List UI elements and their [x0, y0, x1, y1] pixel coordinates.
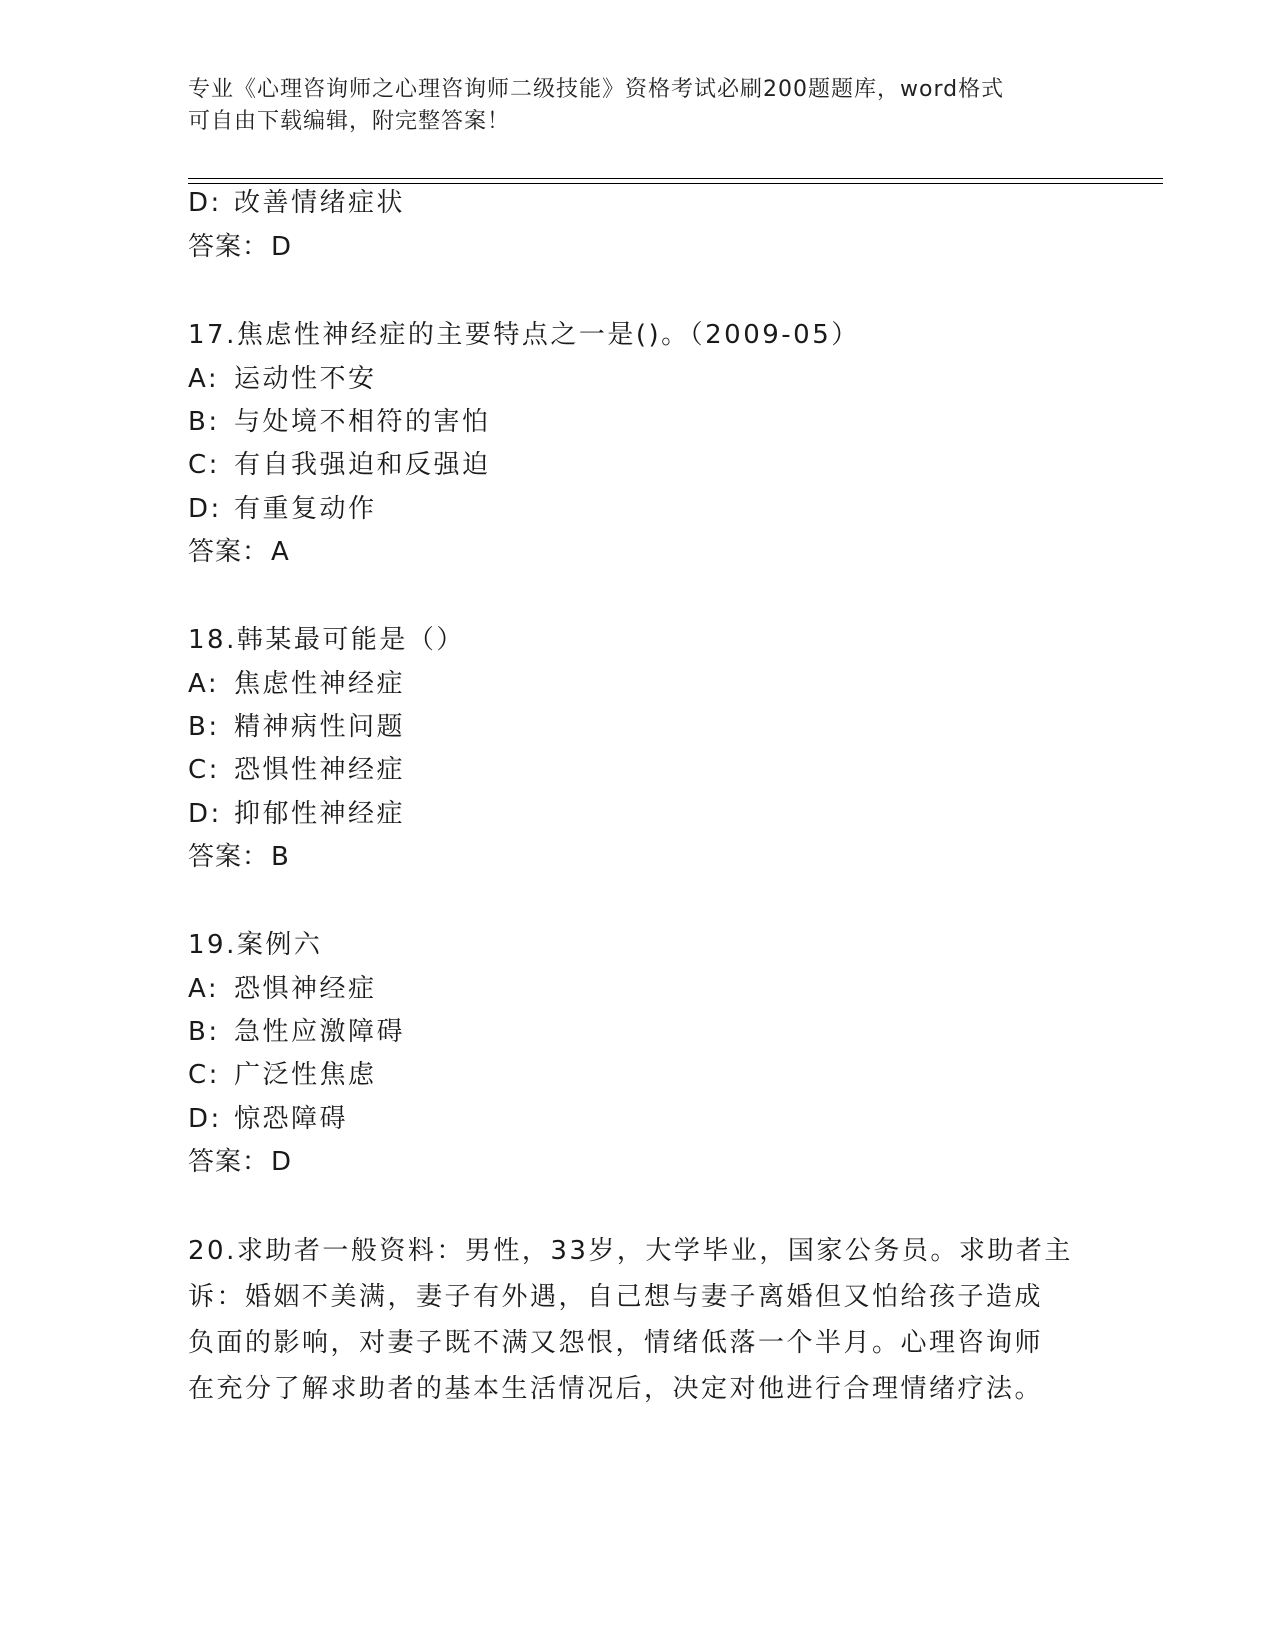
answer-value: A	[271, 537, 290, 567]
option-letter: B:	[188, 407, 220, 437]
option-text: 广泛性焦虑	[234, 1060, 377, 1090]
option-letter: B:	[188, 1017, 220, 1047]
q19-answer	[188, 1145, 292, 1179]
q20-line-2: 诉：婚姻不美满，妻子有外遇，自己想与妻子离婚但又怕给孩子造成	[188, 1282, 1044, 1312]
answer-label: 答案：	[188, 537, 270, 567]
document-header	[188, 74, 1068, 138]
option-letter: D:	[188, 799, 222, 829]
option-text: 恐惧性神经症	[234, 755, 406, 785]
q18-option-b	[188, 710, 405, 744]
header-divider-bottom	[188, 183, 1163, 184]
q18-answer	[188, 840, 290, 874]
q17-stem: 17.焦虑性神经症的主要特点之一是()。（2009-05）	[188, 320, 860, 350]
option-letter: A:	[188, 669, 220, 699]
answer-label: 答案：	[188, 232, 270, 262]
answer-value: D	[271, 1147, 293, 1177]
q18-option-d	[188, 797, 405, 831]
option-letter: C:	[188, 755, 220, 785]
q16-answer	[188, 230, 292, 264]
option-letter: C:	[188, 450, 220, 480]
option-letter: A:	[188, 364, 220, 394]
option-text: 有重复动作	[234, 494, 377, 524]
header-divider-top	[188, 178, 1163, 179]
option-letter: D:	[188, 188, 222, 218]
q17-option-b	[188, 405, 491, 439]
header-line-1: 专业《心理咨询师之心理咨询师二级技能》资格考试必刷200题题库，word格式	[188, 77, 1005, 102]
header-line-2: 可自由下载编辑，附完整答案！	[188, 109, 511, 134]
q18-stem: 18.韩某最可能是（）	[188, 625, 465, 655]
q18-option-a	[188, 667, 405, 701]
q19-option-c	[188, 1058, 377, 1092]
q16-option-d	[188, 186, 405, 220]
option-text: 改善情绪症状	[234, 188, 406, 218]
q17-option-d	[188, 492, 377, 526]
option-text: 精神病性问题	[234, 712, 406, 742]
option-text: 急性应激障碍	[234, 1017, 406, 1047]
q20-paragraph	[188, 1228, 1088, 1412]
option-text: 抑郁性神经症	[234, 799, 406, 829]
option-letter: C:	[188, 1060, 220, 1090]
option-text: 与处境不相符的害怕	[234, 407, 491, 437]
q20-line-4: 在充分了解求助者的基本生活情况后，决定对他进行合理情绪疗法。	[188, 1374, 1044, 1404]
q19-option-a	[188, 972, 377, 1006]
q20-line-3: 负面的影响，对妻子既不满又怨恨，情绪低落一个半月。心理咨询师	[188, 1328, 1044, 1358]
answer-value: D	[271, 232, 293, 262]
answer-label: 答案：	[188, 842, 270, 872]
option-letter: B:	[188, 712, 220, 742]
q19-option-b	[188, 1015, 405, 1049]
q17-option-c	[188, 448, 491, 482]
q17-option-a	[188, 362, 377, 396]
option-text: 惊恐障碍	[234, 1104, 349, 1134]
q17-answer	[188, 535, 290, 569]
option-text: 焦虑性神经症	[234, 669, 406, 699]
q18-option-c	[188, 753, 405, 787]
answer-label: 答案：	[188, 1147, 270, 1177]
answer-value: B	[271, 842, 290, 872]
option-letter: A:	[188, 974, 220, 1004]
q19-option-d	[188, 1102, 348, 1136]
option-text: 恐惧神经症	[234, 974, 377, 1004]
q20-line-1: 20.求助者一般资料：男性，33岁，大学毕业，国家公务员。求助者主	[188, 1236, 1073, 1266]
option-letter: D:	[188, 1104, 222, 1134]
option-text: 有自我强迫和反强迫	[234, 450, 491, 480]
option-text: 运动性不安	[234, 364, 377, 394]
q19-stem: 19.案例六	[188, 930, 323, 960]
option-letter: D:	[188, 494, 222, 524]
